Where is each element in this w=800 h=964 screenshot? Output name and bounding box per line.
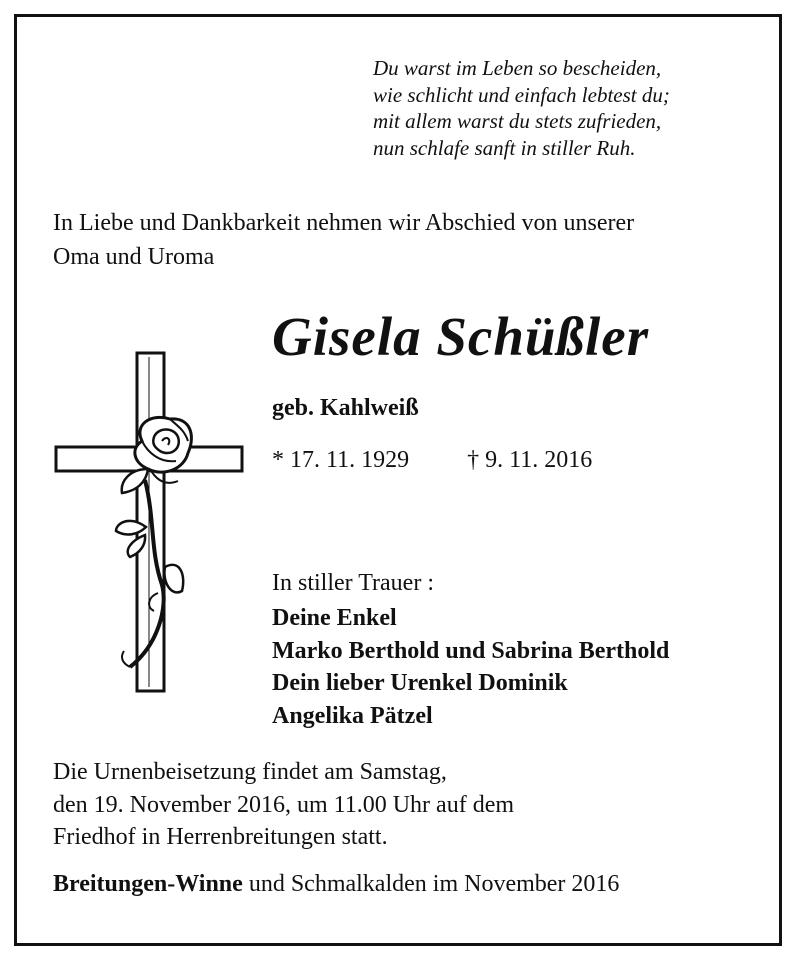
poem-line: Du warst im Leben so bescheiden, [373,56,662,80]
life-dates [272,444,592,476]
mourning-label: In stiller Trauer : [272,570,434,596]
death-date: † 9. 11. 2016 [467,447,593,473]
poem-line: wie schlicht und einfach lebtest du; [373,82,670,107]
mourner-name: Deine Enkel [272,605,397,631]
notice-line: Friedhof in Herrenbreitungen statt. [53,824,388,850]
mourner-name: Angelika Pätzel [272,702,433,729]
mourner-name: Dein lieber Urenkel Dominik [272,670,568,696]
deceased-name: Gisela Schüßler [272,306,650,367]
birth-name: geb. Kahlweiß [272,395,419,421]
mourners-list [272,602,669,732]
intro-line: Oma und Uroma [53,244,215,270]
poem-line: nun schlafe sanft in stiller Ruh. [373,135,636,160]
place-date-rest: und Schmalkalden im November 2016 [242,871,620,897]
mourner-name: Marko Berthold und Sabrina Berthold [272,637,670,664]
funeral-notice [53,756,514,854]
notice-line: Die Urnenbeisetzung findet am Samstag, [53,759,447,785]
place-name: Breitungen-Winne [53,871,243,897]
notice-line: den 19. November 2016, um 11.00 Uhr auf dem [53,791,515,818]
poem-line: mit allem warst du stets zufrieden, [373,109,662,133]
intro-text [53,206,773,274]
birth-date: * 17. 11. 1929 [272,447,410,473]
poem [373,55,773,161]
intro-line: In Liebe und Dankbarkeit nehmen wir Abschied von unserer [53,210,635,236]
cross-with-rose-icon [50,345,250,695]
place-date-line [53,868,619,900]
